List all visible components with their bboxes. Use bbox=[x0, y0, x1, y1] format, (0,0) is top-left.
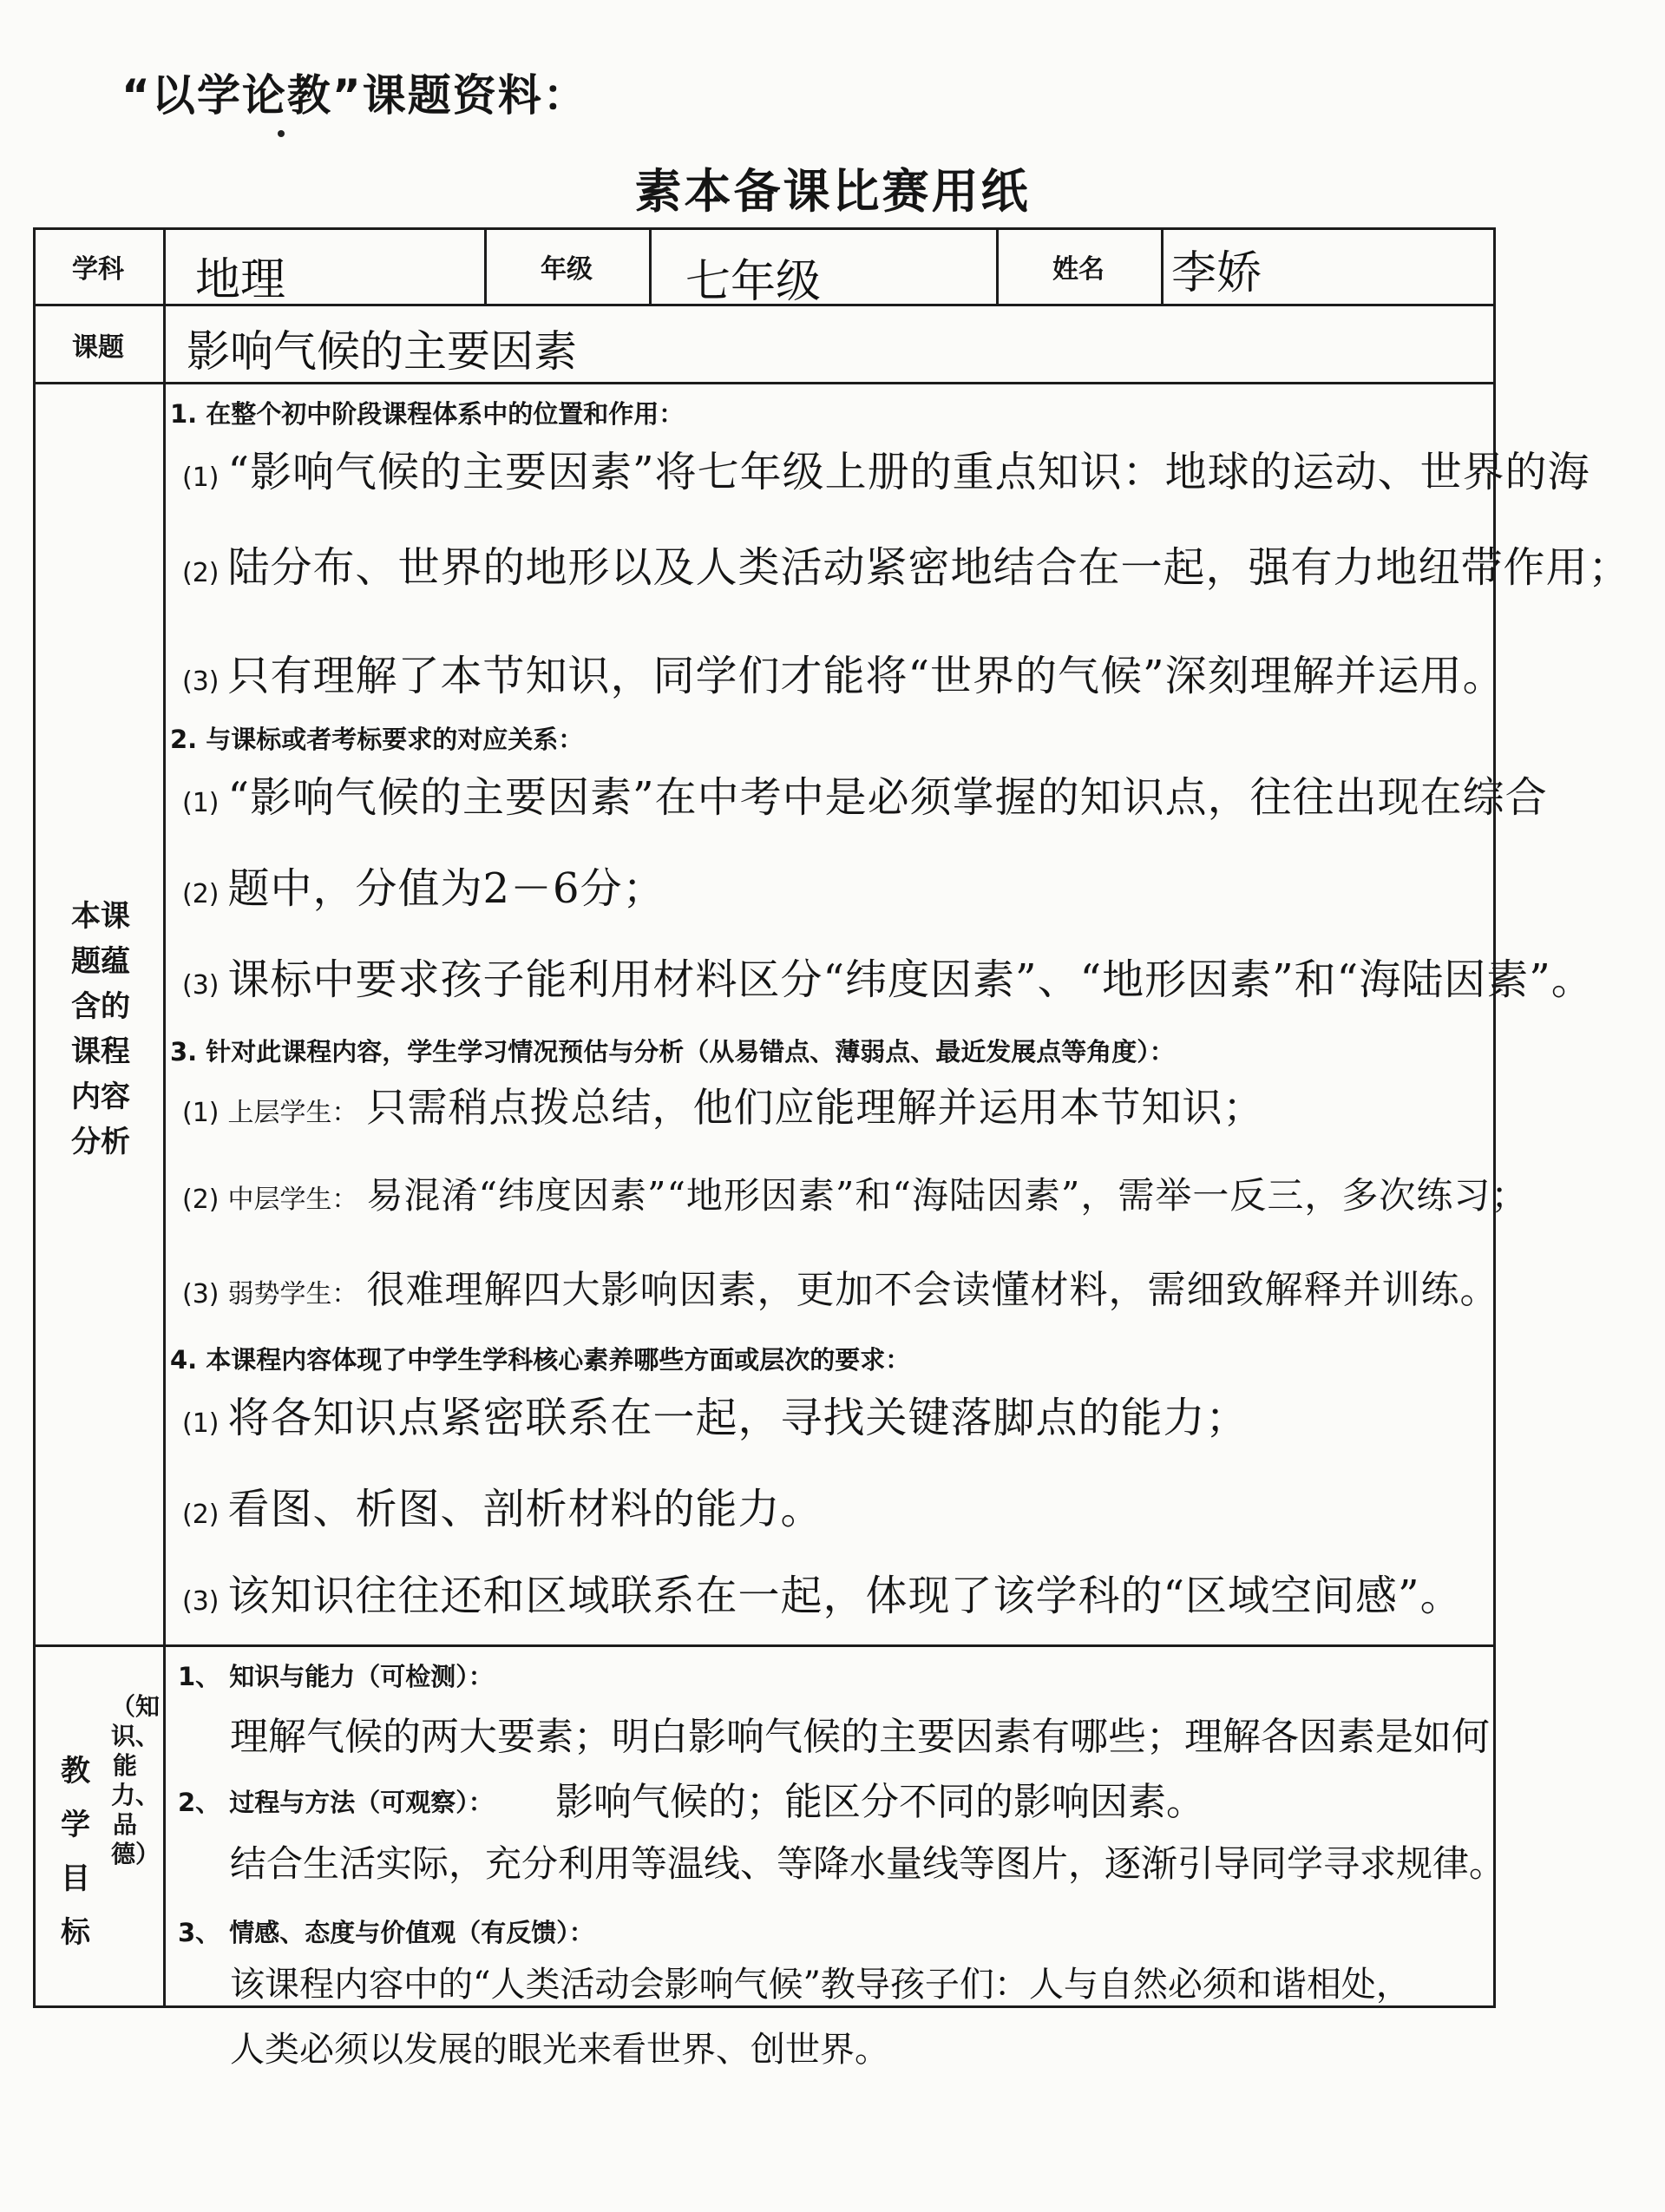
analysis-side-label bbox=[62, 894, 139, 1165]
objective-attitude-text-2: 人类必须以发展的眼光来看世界、创世界。 bbox=[230, 2030, 889, 2070]
item-number: (3) bbox=[182, 1586, 220, 1617]
ink-dot bbox=[278, 130, 285, 137]
question-4: 4. 本课程内容体现了中学生学科核心素养哪些方面或层次的要求： bbox=[170, 1345, 911, 1375]
grade-label: 年级 bbox=[541, 254, 593, 285]
q4-item-1 bbox=[182, 1384, 1249, 1444]
question-1: 1. 在整个初中阶段课程体系中的位置和作用： bbox=[170, 399, 685, 429]
item-answer: 易混淆“纬度因素”“地形因素”和“海陆因素”，需举一反三，多次练习； bbox=[366, 1174, 1529, 1217]
item-number: (1) bbox=[182, 1098, 220, 1128]
q2-item-3 bbox=[182, 946, 1594, 1006]
name-label: 姓名 bbox=[1052, 254, 1105, 285]
item-answer: 很难理解四大影响因素，更加不会读懂材料，需细致解释并训练。 bbox=[366, 1268, 1499, 1312]
question-3: 3. 针对此课程内容，学生学习情况预估与分析（从易错点、薄弱点、最近发展点等角度）： bbox=[170, 1037, 1175, 1067]
item-answer: 看图、析图、剖析材料的能力。 bbox=[227, 1485, 823, 1533]
item-answer: 将各知识点紧密联系在一起，寻找关键落脚点的能力； bbox=[227, 1394, 1249, 1442]
item-number: (2) bbox=[182, 558, 220, 588]
item-number: (1) bbox=[182, 1408, 220, 1439]
item-number: (2) bbox=[182, 879, 220, 909]
item-answer: 只需稍点拨总结，他们应能理解并运用本节知识； bbox=[366, 1084, 1264, 1131]
q2-item-1 bbox=[182, 764, 1548, 824]
objective-attitude: 3、 情感、态度与价值观（有反馈）： bbox=[178, 1918, 594, 1947]
q3-item-1 bbox=[182, 1076, 1264, 1133]
q3-item-2 bbox=[182, 1167, 1528, 1219]
objectives-side-sub bbox=[106, 1692, 161, 1869]
objective-process-text: 结合生活实际，充分利用等温线、等降水量线等图片，逐渐引导同学寻求规律。 bbox=[230, 1842, 1506, 1885]
document-title: 素本备课比赛用纸 bbox=[634, 164, 1031, 219]
item-answer: 只有理解了本节知识，同学们才能将“世界的气候”深刻理解并运用。 bbox=[227, 652, 1505, 700]
item-number: (3) bbox=[182, 1279, 220, 1309]
q4-item-3 bbox=[182, 1562, 1463, 1622]
item-sublabel: 中层学生： bbox=[227, 1185, 358, 1215]
q4-item-2 bbox=[182, 1475, 823, 1535]
subject-value: 地理 bbox=[195, 254, 286, 306]
analysis-side-label-text: 本课题蕴含的课程内容分析 bbox=[71, 899, 130, 1159]
objectives-side-label bbox=[54, 1744, 97, 1959]
item-sublabel: 弱势学生： bbox=[227, 1279, 358, 1309]
item-number: (2) bbox=[182, 1500, 220, 1530]
col-divider-3 bbox=[649, 227, 652, 305]
q3-item-3 bbox=[182, 1258, 1499, 1314]
objective-knowledge: 1、 知识与能力（可检测）： bbox=[178, 1662, 494, 1691]
col-divider-5 bbox=[1161, 227, 1164, 305]
topic-label: 课题 bbox=[72, 332, 124, 363]
objectives-side-sub-text: （知识、能力、品德） bbox=[111, 1692, 161, 1868]
item-answer: “影响气候的主要因素”将七年级上册的重点知识：地球的运动、世界的海 bbox=[227, 448, 1590, 496]
objective-process: 2、 过程与方法（可观察）： bbox=[178, 1788, 494, 1817]
name-value: 李娇 bbox=[1171, 247, 1262, 299]
objectives-side-label-text: 教学目标 bbox=[61, 1754, 90, 1950]
item-number: (3) bbox=[182, 970, 220, 1001]
item-sublabel: 上层学生： bbox=[227, 1098, 358, 1128]
q1-item-1 bbox=[182, 438, 1590, 498]
subject-label: 学科 bbox=[72, 254, 124, 285]
item-answer: 陆分布、世界的地形以及人类活动紧密地结合在一起，强有力地纽带作用； bbox=[227, 543, 1631, 592]
objective-knowledge-text-2: 影响气候的；能区分不同的影响因素。 bbox=[555, 1780, 1204, 1824]
item-number: (2) bbox=[182, 1185, 220, 1215]
item-number: (3) bbox=[182, 666, 220, 697]
row-divider-3 bbox=[33, 1644, 1496, 1647]
q2-item-2 bbox=[182, 855, 665, 915]
item-answer: 课标中要求孩子能利用材料区分“纬度因素”、“地形因素”和“海陆因素”。 bbox=[227, 955, 1594, 1004]
item-answer: “影响气候的主要因素”在中考中是必须掌握的知识点，往往出现在综合 bbox=[227, 773, 1548, 822]
row-divider-2 bbox=[33, 382, 1496, 384]
item-number: (1) bbox=[182, 788, 220, 818]
header-title: “以学论教”课题资料： bbox=[121, 70, 588, 121]
grade-value: 七年级 bbox=[685, 256, 822, 308]
item-answer: 题中，分值为2－6分； bbox=[227, 864, 665, 913]
objective-knowledge-text: 理解气候的两大要素；明白影响气候的主要因素有哪些；理解各因素是如何 bbox=[230, 1715, 1490, 1759]
question-2: 2. 与课标或者考标要求的对应关系： bbox=[170, 725, 584, 754]
objective-attitude-text: 该课程内容中的“人类活动会影响气候”教导孩子们：人与自然必须和谐相处， bbox=[230, 1965, 1411, 2005]
q1-item-2 bbox=[182, 534, 1631, 594]
topic-value: 影响气候的主要因素 bbox=[187, 326, 577, 377]
item-answer: 该知识往往还和区域联系在一起，体现了该学科的“区域空间感”。 bbox=[227, 1572, 1463, 1620]
q1-item-3 bbox=[182, 642, 1505, 702]
col-divider-label bbox=[163, 227, 166, 2008]
item-number: (1) bbox=[182, 463, 220, 493]
